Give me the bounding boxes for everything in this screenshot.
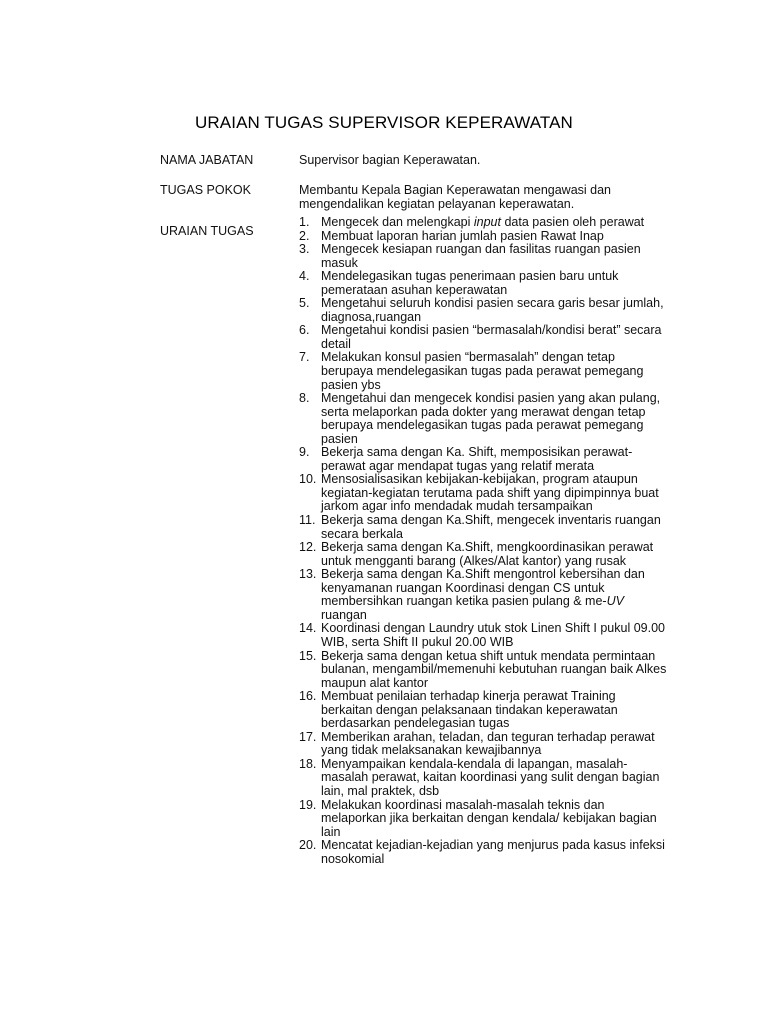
- task-number: 5.: [299, 296, 310, 311]
- task-text: [321, 622, 669, 649]
- task-number: 19.: [299, 797, 317, 812]
- task-text: [321, 270, 669, 297]
- task-text-part: Mengetahui kondisi pasien “bermasalah/kondisi berat” secara detail: [321, 323, 662, 351]
- task-number: 8.: [299, 391, 310, 406]
- task-item: [299, 230, 669, 244]
- task-text-part: Memberikan arahan, teladan, dan teguran terhadap perawat yang tidak melaksanakan kewajibannya: [321, 729, 655, 758]
- task-text-part: Bekerja sama dengan Ka. Shift, memposisikan perawat-perawat agar mendapat tugas yang relatif merata: [321, 445, 633, 473]
- task-text-part: Bekerja sama dengan ketua shift untuk mendata permintaan bulanan, mengambil/memenuhi kebutuhan ruangan baik Alkes maupun alat kantor: [321, 648, 667, 690]
- task-text: [321, 243, 669, 270]
- task-number: 7.: [299, 350, 310, 365]
- uraian-tugas-list: [299, 216, 669, 866]
- task-number: 2.: [299, 228, 310, 243]
- task-number: 4.: [299, 269, 310, 284]
- task-item: [299, 324, 669, 351]
- task-text: [321, 568, 669, 622]
- task-text-part: Mengetahui dan mengecek kondisi pasien yang akan pulang, serta melaporkan pada dokter yang merawat dengan tetap berupaya mendelegasikan tugas pada perawat pemegang pasien: [321, 391, 661, 446]
- task-text-italic: UV: [606, 594, 624, 609]
- task-text: [321, 446, 669, 473]
- task-item: [299, 622, 669, 649]
- task-item: [299, 446, 669, 473]
- task-text: [321, 473, 669, 514]
- task-text: [321, 758, 669, 799]
- task-text-part: Mengecek kesiapan ruangan dan fasilitas ruangan pasien masuk: [321, 242, 641, 270]
- task-text: [321, 392, 669, 446]
- task-text: [321, 690, 669, 731]
- task-text-part: Mendelegasikan tugas penerimaan pasien baru untuk pemerataan asuhan keperawatan: [321, 269, 619, 297]
- task-number: 13.: [299, 567, 317, 582]
- task-text: [321, 324, 669, 351]
- task-text-part: Melakukan koordinasi masalah-masalah teknis dan melaporkan jika berkaitan dengan kendala/ kebijakan bagian lain: [321, 797, 657, 839]
- task-text: [321, 541, 669, 568]
- task-item: [299, 758, 669, 799]
- task-number: 14.: [299, 621, 317, 636]
- task-number: 16.: [299, 689, 317, 704]
- task-text: [321, 351, 669, 392]
- document-title: URAIAN TUGAS SUPERVISOR KEPERAWATAN: [195, 113, 573, 132]
- task-text-part: Mengetahui seluruh kondisi pasien secara garis besar jumlah, diagnosa,ruangan: [321, 296, 664, 324]
- task-item: [299, 541, 669, 568]
- task-item: [299, 270, 669, 297]
- task-text: [321, 799, 669, 840]
- task-item: [299, 297, 669, 324]
- task-text: [321, 731, 669, 758]
- task-item: [299, 473, 669, 514]
- task-text-part: Membuat penilaian terhadap kinerja perawat Training berkaitan dengan pelaksanaan tindakan keperawatan berdasarkan pendelegasian tugas: [321, 689, 618, 731]
- task-number: 11.: [299, 513, 316, 528]
- task-item: [299, 216, 669, 230]
- task-item: [299, 731, 669, 758]
- task-text-part: Membuat laporan harian jumlah pasien Rawat Inap: [321, 228, 604, 243]
- task-text: [321, 650, 669, 691]
- task-item: [299, 243, 669, 270]
- task-text: [321, 297, 669, 324]
- task-number: 6.: [299, 323, 310, 338]
- task-text: [321, 216, 669, 230]
- task-text-part: Menyampaikan kendala-kendala di lapangan, masalah-masalah perawat, kaitan koordinasi yang sulit dengan bagian lain, mal praktek, dsb: [321, 756, 660, 798]
- task-item: [299, 392, 669, 446]
- task-item: [299, 351, 669, 392]
- task-item: [299, 690, 669, 731]
- task-number: 10.: [299, 472, 317, 487]
- task-number: 20.: [299, 838, 317, 853]
- task-text: [321, 230, 669, 244]
- task-number: 12.: [299, 540, 317, 555]
- task-number: 15.: [299, 648, 317, 663]
- task-text-part: Bekerja sama dengan Ka.Shift, mengecek inventaris ruangan secara berkala: [321, 513, 661, 541]
- task-text-part: Mencatat kejadian-kejadian yang menjurus pada kasus infeksi nosokomial: [321, 838, 665, 866]
- tugas-pokok-value: Membantu Kepala Bagian Keperawatan mengawasi dan mengendalikan kegiatan pelayanan keperawatan.: [299, 183, 612, 211]
- task-text-part: Mensosialisasikan kebijakan-kebijakan, program ataupun kegiatan-kegiatan terutama pada shift yang dipimpinnya buat jarkom agar info mendadak mudah tersampaikan: [321, 472, 659, 514]
- task-item: [299, 568, 669, 622]
- task-text-part: Mengecek dan melengkapi: [321, 215, 474, 229]
- task-text-part: Melakukan konsul pasien “bermasalah” dengan tetap berupaya mendelegasikan tugas pada perawat pemegang pasien ybs: [321, 350, 644, 392]
- task-text-part: Bekerja sama dengan Ka.Shift mengontrol kebersihan dan kenyamanan ruangan Koordinasi dengan CS untuk membersihkan ruangan ketika pasien pulang & me-: [321, 567, 645, 609]
- task-number: 1.: [299, 215, 310, 229]
- task-item: [299, 799, 669, 840]
- task-text-part: ruangan: [321, 607, 367, 622]
- task-number: 9.: [299, 445, 310, 460]
- task-item: [299, 839, 669, 866]
- task-number: 17.: [299, 729, 317, 744]
- uraian-tugas-label: URAIAN TUGAS: [160, 224, 254, 238]
- tugas-pokok-label: TUGAS POKOK: [160, 183, 251, 197]
- task-text-part: Bekerja sama dengan Ka.Shift, mengkoordinasikan perawat untuk mengganti barang (Alkes/Alat kantor) yang rusak: [321, 540, 654, 568]
- task-text: [321, 839, 669, 866]
- task-text-part: Koordinasi dengan Laundry utuk stok Linen Shift I pukul 09.00 WIB, serta Shift II pukul 20.00 WIB: [321, 621, 665, 649]
- nama-jabatan-label: NAMA JABATAN: [160, 153, 254, 167]
- nama-jabatan-value: Supervisor bagian Keperawatan.: [299, 153, 481, 167]
- task-item: [299, 650, 669, 691]
- task-number: 18.: [299, 756, 317, 771]
- task-text-part: data pasien oleh perawat: [500, 215, 645, 229]
- task-number: 3.: [299, 242, 310, 257]
- task-text-italic: input: [473, 215, 501, 229]
- task-item: [299, 514, 669, 541]
- task-text: [321, 514, 669, 541]
